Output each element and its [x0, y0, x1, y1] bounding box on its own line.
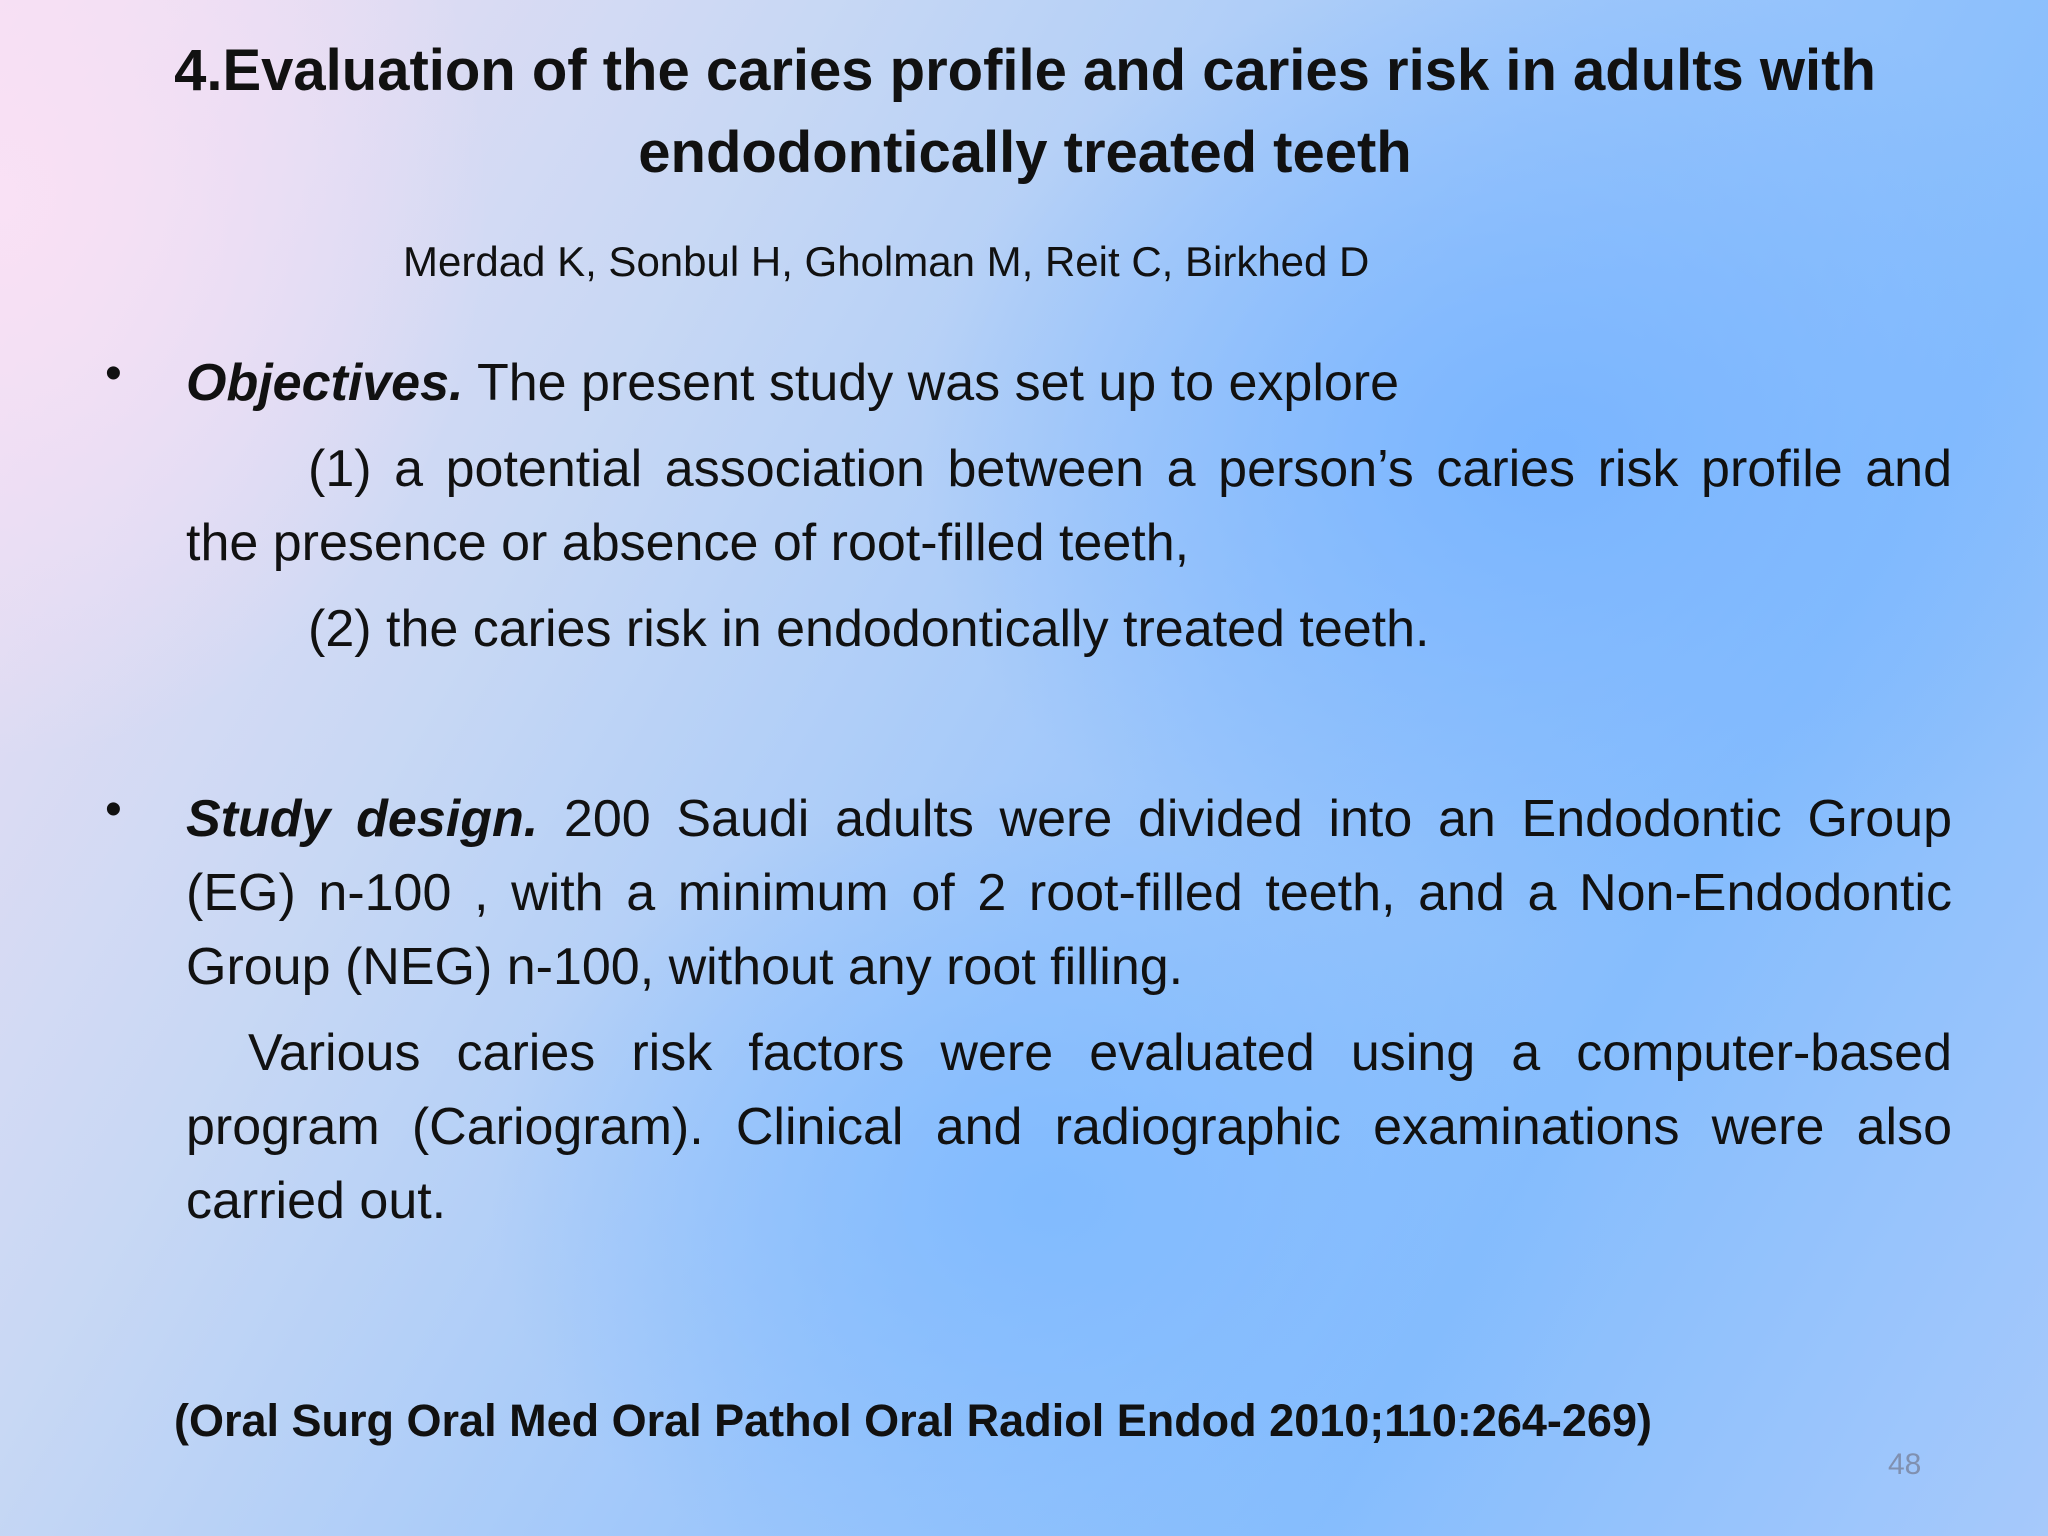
- bullet-marker: •: [105, 783, 122, 836]
- objectives-intro-text: The present study was set up to explore: [463, 354, 1400, 412]
- citation: (Oral Surg Oral Med Oral Pathol Oral Radiol Endod 2010;110:264-269): [174, 1395, 1652, 1446]
- study-design-label: Study design.: [186, 790, 539, 848]
- objectives-intro: [186, 346, 1952, 420]
- page-number: 48: [1888, 1448, 1922, 1481]
- study-design-bullet: [186, 782, 1952, 1238]
- objectives-bullet: [186, 346, 1952, 666]
- study-design-paragraph-2: Various caries risk factors were evaluated using a computer-based program (Cariogram). Clinical and radiographic examinations were also carried out.: [186, 1024, 1952, 1230]
- objectives-label: Objectives.: [186, 354, 464, 412]
- slide-title: 4.Evaluation of the caries profile and caries risk in adults with endodontically treated teeth: [174, 38, 1876, 185]
- bullet-marker: •: [105, 347, 122, 400]
- objectives-item-2: (2) the caries risk in endodontically treated teeth.: [308, 600, 1430, 658]
- study-design-paragraph: [186, 782, 1952, 1004]
- study-design-text: 200 Saudi adults were divided into an Endodontic Group (EG) n-100 , with a minimum of 2 root-filled teeth, and a Non-Endodontic Group (NEG) n-100, without any root filling.: [186, 790, 1952, 996]
- authors-line: Merdad K, Sonbul H, Gholman M, Reit C, Birkhed D: [403, 238, 1370, 285]
- objectives-item-1: (1) a potential association between a person’s caries risk profile and the presence or absence of root-filled teeth,: [186, 440, 1952, 572]
